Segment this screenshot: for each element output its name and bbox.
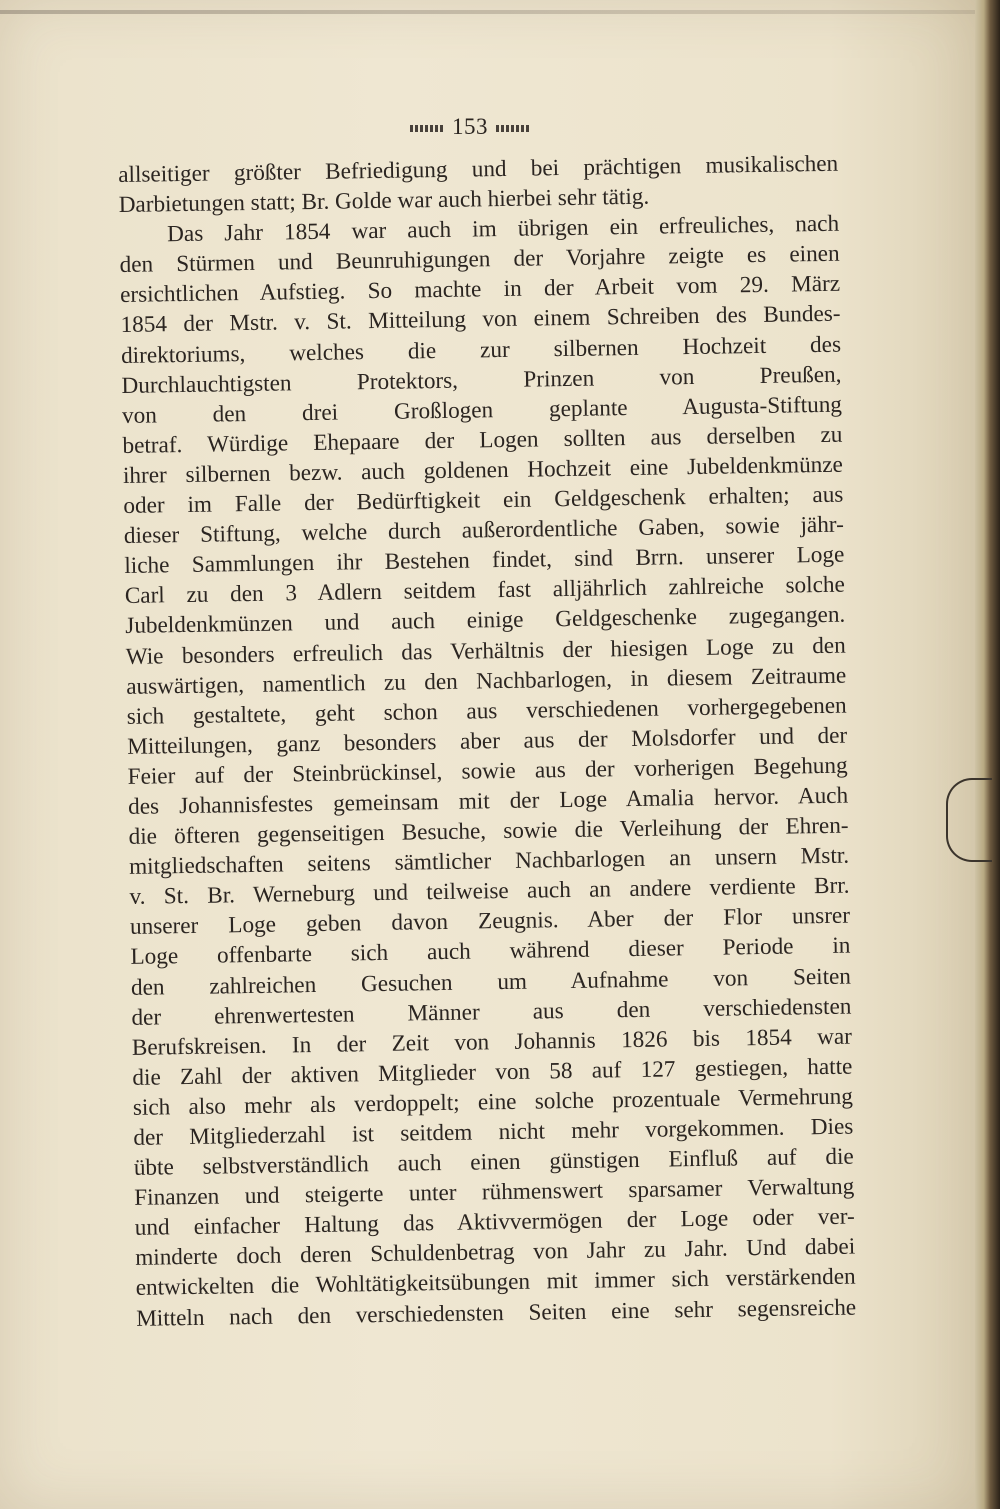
text-line: der Mitgliederzahl ist seitdem nicht mehr vorgekommen. Dies xyxy=(133,1113,854,1151)
text-line: die Zahl der aktiven Mitglieder von 58 auf 127 gestiegen, hatte xyxy=(132,1053,853,1091)
text-line: minderte doch deren Schuldenbetrag von Jahr zu Jahr. Und dabei xyxy=(135,1233,856,1272)
text-line: ersichtlichen Aufstieg. So machte in der Arbeit vom 29. März xyxy=(119,271,841,309)
ornament-right-icon xyxy=(496,125,530,132)
text-line: entwickelten die Wohltätigkeitsübungen mit immer sich verstärkenden xyxy=(135,1264,856,1302)
text-line: Das Jahr 1854 war auch im übrigen ein erfreuliches, nach xyxy=(166,210,840,248)
text-line: Mitteilungen, ganz besonders aber aus der Molsdorfer und der xyxy=(127,722,848,760)
clip-mark-icon xyxy=(946,778,992,862)
page-top-rule xyxy=(0,10,975,14)
page-number: 153 xyxy=(452,114,488,139)
text-line: des Johannisfestes gemeinsam mit der Loge Amalia hervor. Auch xyxy=(127,782,849,820)
text-line: sich also mehr als verdoppelt; eine solche prozentuale Vermehrung xyxy=(132,1083,854,1121)
body-text xyxy=(118,149,856,1334)
text-line: allseitiger größter Befriedigung und bei prächtigen musikalischen xyxy=(118,150,839,188)
page-header xyxy=(0,114,940,140)
text-line: die öfteren gegenseitigen Besuche, sowie die Verleihung der Ehren- xyxy=(128,812,849,850)
text-line: Berufskreisen. In der Zeit von Johannis 1826 bis 1854 war xyxy=(131,1023,853,1061)
text-line: Feier auf der Steinbrückinsel, sowie aus der vorherigen Begehung xyxy=(127,752,848,790)
text-line: direktoriums, welches die zur silbernen Hochzeit des xyxy=(120,331,842,369)
text-line: und einfacher Haltung das Aktivvermögen der Loge oder ver- xyxy=(134,1203,855,1242)
text-line: ihrer silbernen bezw. auch goldenen Hochzeit eine Jubeldenkmünze xyxy=(122,451,844,489)
text-line: Durchlauchtigsten Protektors, Prinzen von Preußen, xyxy=(121,361,842,399)
text-line: den Stürmen und Beunruhigungen der Vorjahre zeigte es einen xyxy=(119,240,840,279)
book-spine-edge xyxy=(975,0,1000,1509)
text-line: Finanzen und steigerte unter rühmenswert sparsamer Verwaltung xyxy=(134,1173,855,1212)
text-line: sich gestaltete, geht schon aus verschiedenen vorhergegebenen xyxy=(126,692,847,730)
text-line: den zahlreichen Gesuchen um Aufnahme von Seiten xyxy=(130,963,852,1001)
text-line: Darbietungen statt; Br. Golde war auch hierbei sehr tätig. xyxy=(118,183,650,219)
text-line: 1854 der Mstr. v. St. Mitteilung von einem Schreiben des Bundes- xyxy=(120,301,841,339)
text-line: mitgliedschaften seitens sämtlicher Nachbarlogen an unsern Mstr. xyxy=(128,842,850,881)
text-line: Jubeldenkmünzen und auch einige Geldgeschenke zugegangen. xyxy=(125,602,846,640)
text-line: übte selbstverständlich auch einen günstigen Einfluß auf die xyxy=(133,1143,854,1181)
text-line: der ehrenwertesten Männer aus den verschiedensten xyxy=(131,993,852,1031)
text-line: Mitteln nach den verschiedensten Seiten eine sehr segensreiche xyxy=(135,1294,857,1332)
text-line: v. St. Br. Werneburg und teilweise auch an andere verdiente Brr. xyxy=(129,872,850,911)
ornament-left-icon xyxy=(410,125,444,132)
text-line: betraf. Würdige Ehepaare der Logen sollten aus derselben zu xyxy=(122,421,843,459)
text-line: Carl zu den 3 Adlern seitdem fast alljährlich zahlreiche solche xyxy=(124,571,845,610)
text-line: Wie besonders erfreulich das Verhältnis der hiesigen Loge zu den xyxy=(125,632,846,670)
text-line: oder im Falle der Bedürftigkeit ein Geldgeschenk erhalten; aus xyxy=(123,481,844,519)
text-line: unserer Loge geben davon Zeugnis. Aber der Flor unsrer xyxy=(129,902,851,941)
text-line: liche Sammlungen ihr Bestehen findet, sind Brrn. unserer Loge xyxy=(124,541,845,580)
text-line: auswärtigen, namentlich zu den Nachbarlogen, in diesem Zeitraume xyxy=(126,662,847,700)
text-line: Loge offenbarte sich auch während dieser Periode in xyxy=(130,933,851,971)
text-line: dieser Stiftung, welche durch außerordentliche Gaben, sowie jähr- xyxy=(123,511,845,550)
text-line: von den drei Großlogen geplante Augusta-Stiftung xyxy=(121,391,843,429)
